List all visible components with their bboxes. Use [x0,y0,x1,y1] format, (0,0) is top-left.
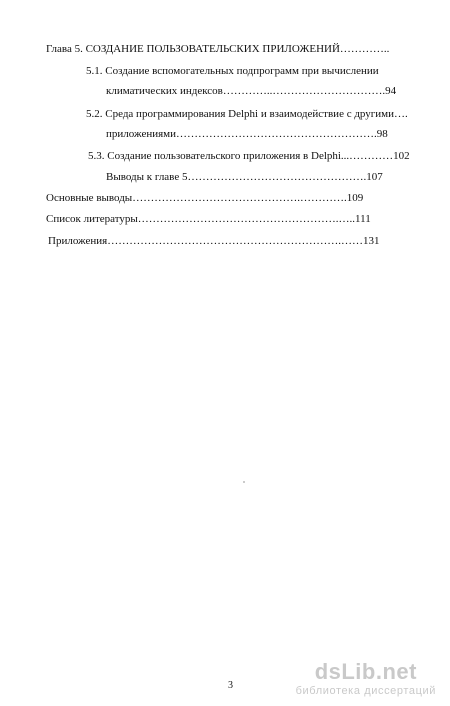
scan-speck [243,481,245,483]
toc-main-conclusions: Основные выводы……………………………………….………….109 [46,192,364,204]
page-number: 3 [228,680,233,691]
toc-section-5-2-line-1: 5.2. Среда программирования Delphi и взаимодействие с другими…. [86,108,408,120]
watermark [296,660,436,698]
toc-chapter-5: Глава 5. СОЗДАНИЕ ПОЛЬЗОВАТЕЛЬСКИХ ПРИЛОЖЕНИЙ………….. [46,43,390,55]
watermark-logo: dsLib.net [314,659,417,684]
toc-section-5-3: 5.3. Создание пользовательского приложения в Delphi...…………102 [88,150,410,162]
toc-bibliography: Список литературы……………………………………………….…..111 [46,213,371,225]
toc-section-5-2-line-2: приложениями……………………………………………….98 [106,128,388,140]
toc-conclusions-chapter-5: Выводы к главе 5………………………………………….107 [106,171,383,183]
watermark-subtitle: библиотека диссертаций [295,685,436,697]
toc-section-5-1-line-2: климатических индексов…………..………………………….94 [106,85,397,97]
toc-section-5-1-line-1: 5.1. Создание вспомогательных подпрограмм при вычислении [86,65,379,77]
toc-appendices: Приложения……………………………………………………….……131 [48,235,380,247]
